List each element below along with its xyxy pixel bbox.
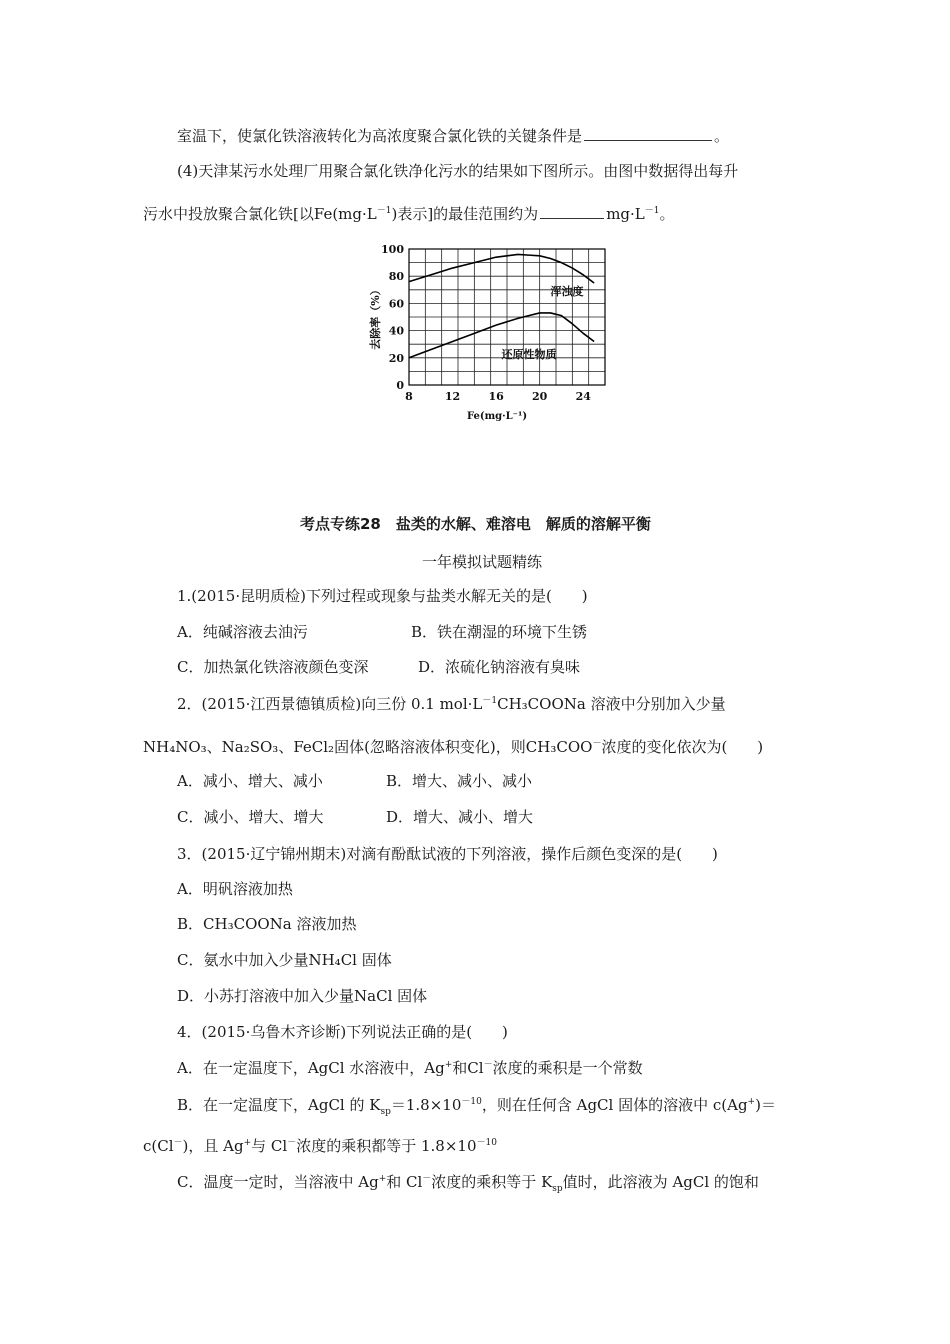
q2-option-d[interactable]: D．增大、减小、增大 [386, 808, 534, 826]
q4-stem: 4．(2015·乌鲁木齐诊断)下列说法正确的是( ) [177, 1023, 508, 1041]
sup: － [483, 1060, 493, 1070]
y-tick-label: 40 [388, 324, 404, 338]
q4-option-b[interactable] [177, 1095, 776, 1115]
q3-option-c[interactable]: C．氨水中加入少量NH₄Cl 固体 [177, 951, 392, 969]
chart-ticks [381, 243, 591, 403]
q4-option-a[interactable] [177, 1058, 643, 1078]
q2-option-a[interactable]: A．减小、增大、减小 [177, 772, 323, 790]
sub: sp [380, 1107, 391, 1117]
q4-stem-pre: 污水中投放聚合氯化铁[以Fe(mg·L [143, 205, 377, 223]
q4-a-mid: 和Cl [452, 1059, 484, 1077]
sup: － [173, 1138, 183, 1148]
x-tick-label: 12 [444, 390, 461, 403]
x-tick-label: 16 [488, 390, 504, 403]
sup: －10 [461, 1097, 482, 1107]
q4-b-post: ，则在任何含 AgCl 固体的溶液中 c(Ag [481, 1096, 748, 1114]
y-tick-label: 0 [396, 379, 404, 392]
y-tick-label: 100 [381, 243, 404, 256]
q4-c-mid: 和 Cl [386, 1173, 423, 1191]
sup: －10 [476, 1138, 497, 1148]
q2-line2-a: NH₄NO₃、Na₂SO₃、FeCl₂固体(忽略溶液体积变化)，则CH₃COO [143, 738, 593, 756]
sup: － [422, 1174, 432, 1184]
y-tick-label: 80 [388, 270, 404, 284]
q4-c-post: 值时，此溶液为 AgCl 的饱和 [562, 1173, 759, 1191]
x-axis-label: Fe(mg·L⁻¹) [466, 411, 528, 422]
q1-option-d[interactable]: D．浓硫化钠溶液有臭味 [418, 658, 581, 676]
q3-option-d[interactable]: D．小苏打溶液中加入少量NaCl 固体 [177, 987, 428, 1005]
sup: －1 [644, 206, 660, 216]
sup: + [378, 1174, 387, 1184]
x-tick-label: 20 [532, 390, 548, 403]
removal-rate-chart [365, 237, 615, 427]
answer-blank[interactable] [584, 139, 712, 141]
q4-a-pre: A．在一定温度下，AgCl 水溶液中，Ag [177, 1059, 445, 1077]
answer-blank[interactable] [540, 217, 604, 219]
q4-b2-mid2: 与 Cl [251, 1137, 288, 1155]
q3-option-a[interactable]: A．明矾溶液加热 [177, 880, 293, 898]
section-subtitle: 一年模拟试题精练 [422, 553, 543, 571]
period: 。 [714, 127, 730, 145]
q4-stem-line1: (4)天津某污水处理厂用聚合氯化铁净化污水的结果如下图所示。由图中数据得出每升 [177, 162, 739, 180]
q4-b-end: )＝ [755, 1096, 776, 1114]
q4-b2-pre: c(Cl [143, 1137, 174, 1155]
sup: + [747, 1097, 756, 1107]
y-tick-label: 20 [388, 351, 404, 365]
q4-a-post: 浓度的乘积是一个常数 [492, 1059, 643, 1077]
sup: －1 [482, 696, 498, 706]
x-tick-label: 24 [575, 390, 591, 403]
q2-option-c[interactable]: C．减小、增大、增大 [177, 808, 324, 826]
q3-text: 室温下，使氯化铁溶液转化为高浓度聚合氯化铁的关键条件是 [177, 127, 583, 145]
q3-option-b[interactable]: B．CH₃COONa 溶液加热 [177, 915, 357, 933]
period: 。 [659, 205, 675, 223]
q2-line2-b: 浓度的变化依次为( ) [601, 738, 764, 756]
q2-stem-pre: 2．(2015·江西景德镇质检)向三份 0.1 mol·L [177, 695, 483, 713]
sup: + [243, 1138, 252, 1148]
section-title: 考点专练28 盐类的水解、难溶电 解质的溶解平衡 [300, 515, 651, 533]
q1-option-b[interactable]: B．铁在潮湿的环境下生锈 [411, 623, 588, 641]
q1-option-a[interactable]: A．纯碱溶液去油污 [177, 623, 308, 641]
sup: + [444, 1060, 453, 1070]
sup: － [592, 739, 602, 749]
q4-b2-post: 浓度的乘积都等于 1.8×10 [296, 1137, 477, 1155]
series-label-2: 还原性物质 [501, 348, 557, 361]
q1-stem: 1.(2015·昆明质检)下列过程或现象与盐类水解无关的是( ) [177, 587, 588, 605]
chart-series [409, 254, 594, 361]
q1-option-c[interactable]: C．加热氯化铁溶液颜色变深 [177, 658, 369, 676]
q4-option-c[interactable] [177, 1172, 759, 1192]
q4-stem-mid: )表示]的最佳范围约为 [391, 205, 539, 223]
q2-stem-post: CH₃COONa 溶液中分别加入少量 [497, 695, 726, 713]
q4-option-b-line2 [143, 1136, 497, 1156]
q2-stem-line2 [143, 737, 763, 757]
q3-line [177, 126, 729, 146]
y-axis-label: 去除率（%） [369, 284, 382, 350]
q4-b-pre: B．在一定温度下，AgCl 的 K [177, 1096, 381, 1114]
sup: －1 [376, 206, 392, 216]
q2-option-b[interactable]: B．增大、减小、减小 [386, 772, 533, 790]
q2-stem [177, 694, 726, 714]
unit: mg·L [606, 205, 645, 223]
series-label-1: 浑浊度 [550, 285, 584, 298]
q4-b2-mid: )，且 Ag [182, 1137, 244, 1155]
q4-c-mid2: 浓度的乘积等于 K [431, 1173, 553, 1191]
x-tick-label: 8 [405, 390, 413, 403]
q3-stem: 3．(2015·辽宁锦州期末)对滴有酚酞试液的下列溶液，操作后颜色变深的是( ) [177, 845, 718, 863]
sup: － [287, 1138, 297, 1148]
series-line-1 [409, 254, 594, 283]
y-tick-label: 60 [388, 297, 404, 311]
sub: sp [552, 1184, 563, 1194]
q4-b-mid: ＝1.8×10 [390, 1096, 462, 1114]
q4-stem-line2 [143, 204, 675, 224]
q4-c-pre: C．温度一定时，当溶液中 Ag [177, 1173, 379, 1191]
